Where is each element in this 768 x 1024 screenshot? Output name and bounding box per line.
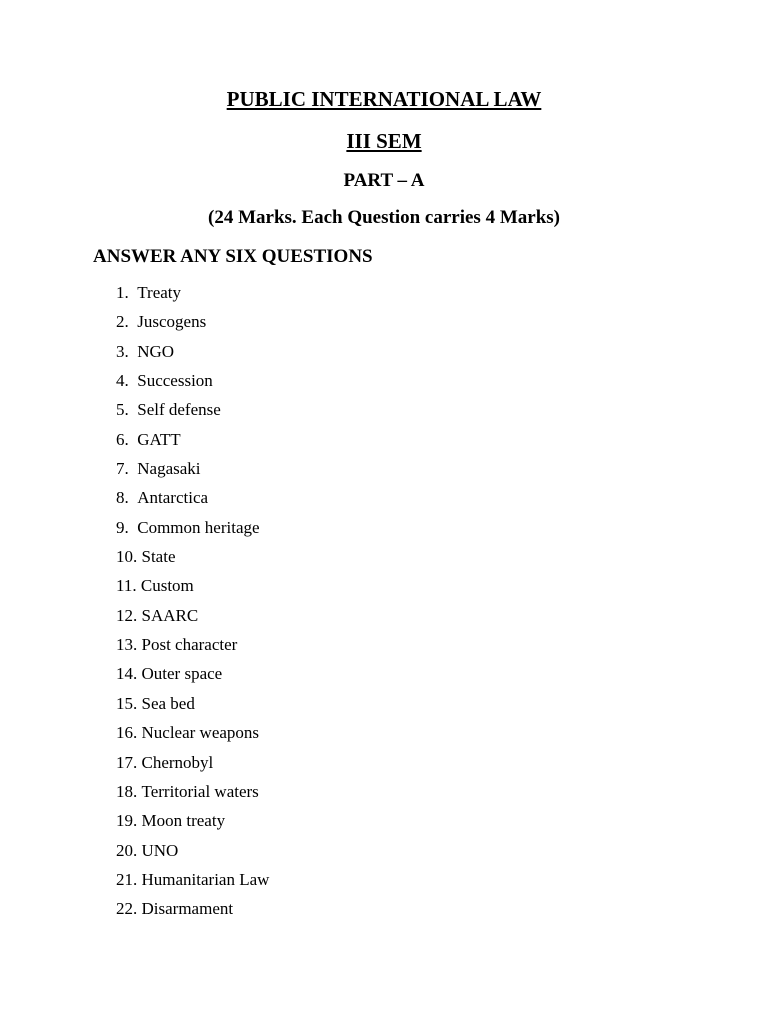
question-text: SAARC [141, 605, 199, 625]
question-number: 15. [116, 693, 138, 713]
question-item [116, 342, 269, 371]
question-text: Moon treaty [141, 811, 226, 831]
question-text: NGO [137, 341, 175, 361]
question-text: Outer space [141, 664, 223, 684]
question-list [116, 283, 269, 929]
question-number: 17. [116, 752, 138, 772]
question-item [116, 635, 269, 664]
question-item [116, 811, 269, 840]
marks-note: (24 Marks. Each Question carries 4 Marks) [208, 207, 560, 228]
question-number: 16. [116, 723, 138, 743]
question-item [116, 899, 269, 928]
question-item [116, 518, 269, 547]
question-number: 22. [116, 899, 138, 919]
part-heading: PART – A [343, 170, 425, 191]
question-item [116, 664, 269, 693]
question-item [116, 606, 269, 635]
question-item [116, 312, 269, 341]
question-text: Nuclear weapons [141, 723, 260, 743]
question-number: 2. [116, 312, 129, 332]
question-text: State [141, 547, 176, 567]
question-text: Common heritage [137, 517, 260, 537]
question-number: 11. [116, 576, 137, 596]
question-number: 14. [116, 664, 138, 684]
question-item [116, 283, 269, 312]
question-text: Territorial waters [141, 781, 259, 801]
document-title: PUBLIC INTERNATIONAL LAW [226, 87, 542, 111]
question-number: 21. [116, 869, 138, 889]
question-item [116, 400, 269, 429]
question-text: Nagasaki [137, 459, 201, 479]
question-text: Humanitarian Law [141, 869, 270, 889]
semester-heading: III SEM [346, 129, 422, 153]
question-item [116, 547, 269, 576]
question-item [116, 723, 269, 752]
question-item [116, 753, 269, 782]
question-number: 5. [116, 400, 129, 420]
question-number: 10. [116, 547, 138, 567]
question-text: Self defense [137, 400, 221, 420]
question-number: 6. [116, 429, 129, 449]
question-text: Custom [140, 576, 194, 596]
question-text: Post character [141, 635, 238, 655]
question-item [116, 841, 269, 870]
question-item [116, 576, 269, 605]
instruction-heading: ANSWER ANY SIX QUESTIONS [93, 246, 373, 267]
question-item [116, 371, 269, 400]
question-number: 12. [116, 605, 138, 625]
question-text: Antarctica [137, 488, 209, 508]
question-item [116, 782, 269, 811]
question-number: 1. [116, 283, 129, 302]
question-text: Disarmament [141, 899, 234, 919]
question-item [116, 488, 269, 517]
question-number: 7. [116, 459, 129, 479]
question-number: 20. [116, 840, 138, 860]
question-item [116, 430, 269, 459]
question-number: 19. [116, 811, 138, 831]
question-item [116, 694, 269, 723]
question-text: Sea bed [141, 693, 195, 713]
question-number: 3. [116, 341, 129, 361]
question-number: 8. [116, 488, 129, 508]
question-text: Succession [137, 371, 213, 391]
question-text: UNO [141, 840, 179, 860]
question-text: GATT [137, 429, 181, 449]
question-item [116, 870, 269, 899]
question-number: 9. [116, 517, 129, 537]
question-number: 18. [116, 781, 138, 801]
question-item [116, 459, 269, 488]
question-text: Chernobyl [141, 752, 214, 772]
question-number: 13. [116, 635, 138, 655]
question-text: Juscogens [137, 312, 207, 332]
question-text: Treaty [137, 283, 182, 302]
question-number: 4. [116, 371, 129, 391]
